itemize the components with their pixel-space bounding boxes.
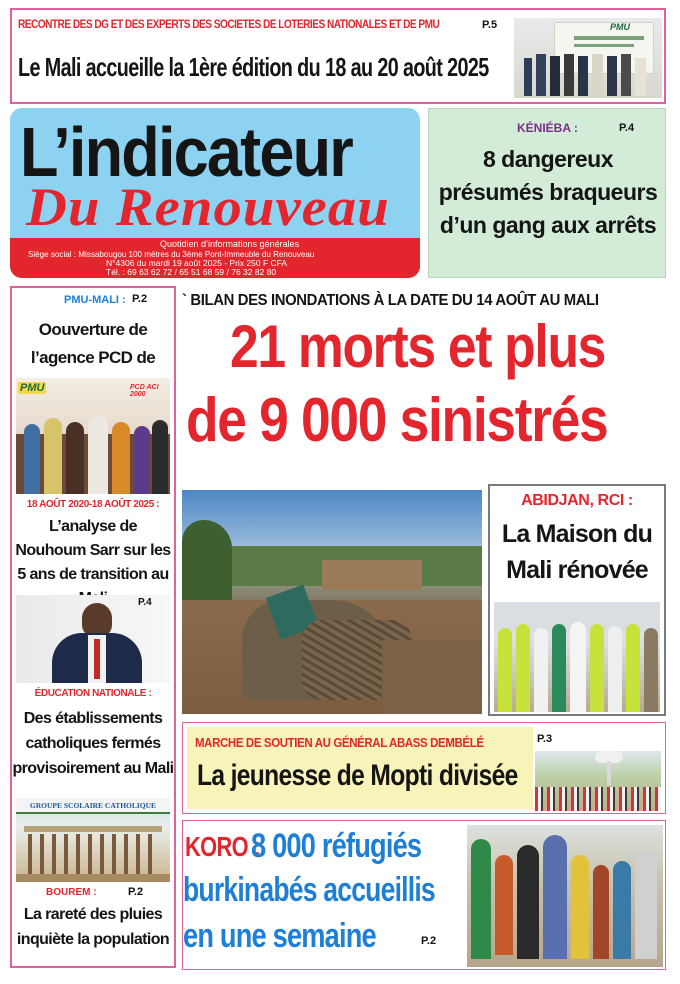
masthead-phones: Tél. : 69 63 62 72 / 65 51 68 59 / 76 32 82 80 <box>106 267 277 277</box>
pmu-logo: PMU <box>610 22 630 32</box>
mopti-march-photo <box>535 751 661 811</box>
school-gate-photo <box>16 798 170 882</box>
pmu-kicker: PMU-MALI : <box>64 294 126 306</box>
masthead-tagline: Quotidien d’informations générales <box>160 239 300 249</box>
pmu-photo-caption: PCD ACI 2000 <box>130 384 159 398</box>
pmu-page: P.2 <box>132 293 148 305</box>
koro-headline-line2: burkinabés accueillis <box>183 871 435 909</box>
flood-photo <box>182 490 482 714</box>
refugees-photo <box>467 825 663 967</box>
abidjan-headline: La Maison du Mali rénovée <box>501 520 653 584</box>
masthead-address: Siège social : Missabougou 100 mètres du 3ème Pont-Immeuble du Renouveau <box>28 249 315 259</box>
koro-headline-line1: 8 000 réfugiés <box>251 827 422 865</box>
koro-headline-line3: en une semaine <box>183 917 376 955</box>
education-kicker: ÉDUCATION NATIONALE : <box>34 688 152 699</box>
left-sidebar <box>10 286 176 968</box>
kenieba-box <box>428 108 666 278</box>
bourem-page: P.2 <box>128 886 144 898</box>
pmu-agency-photo <box>16 378 170 494</box>
transition-headline: L’analyse de Nouhoum Sarr sur les 5 ans de transition au <box>15 518 171 583</box>
abidjan-kicker: ABIDJAN, RCI : <box>521 492 633 509</box>
kenieba-page: P.4 <box>619 122 635 134</box>
maison-du-mali-photo <box>494 602 660 712</box>
bourem-headline: La rareté des pluies inquiète la population <box>16 906 170 948</box>
masthead-title: L’indicateur <box>20 113 352 191</box>
mopti-page: P.3 <box>537 733 553 745</box>
top-banner-headline: Le Mali accueille la 1ère édition du 18 au 20 août 2025 <box>18 52 489 82</box>
top-banner-page: P.5 <box>482 19 498 31</box>
mopti-headline: La jeunesse de Mopti divisée <box>197 759 518 792</box>
masthead-issue: N°4306 du mardi 19 août 2025 - Prix 250 F CFA <box>106 258 288 268</box>
masthead <box>10 108 420 278</box>
masthead-script: Du Renouveau <box>26 177 390 237</box>
mopti-kicker: MARCHE DE SOUTIEN AU GÉNÉRAL ABASS DEMBÉLÉ <box>195 735 484 750</box>
bourem-kicker: BOUREM : <box>46 887 97 898</box>
nouhoum-sarr-photo <box>16 595 170 683</box>
meeting-photo <box>514 18 662 98</box>
koro-box <box>182 820 666 970</box>
transition-page: P.4 <box>138 597 152 608</box>
koro-page: P.2 <box>421 935 437 947</box>
main-kicker: ` BILAN DES INONDATIONS À LA DATE DU 14 AOÛT AU MALI <box>182 292 599 309</box>
top-banner-kicker: RECONTRE DES DG ET DES EXPERTS DES SOCIETES DE LOTERIES NATIONALES ET DE PMU <box>18 19 440 31</box>
koro-kicker: KORO : <box>185 831 261 862</box>
main-headline-line2: de 9 000 sinistrés <box>186 386 608 455</box>
education-headline: Des établissements catholiques fermés provisoirement au Mali <box>12 710 174 777</box>
pmu-photo-logo: PMU <box>20 382 45 394</box>
kenieba-headline: 8 dangereux présumés braqueurs d’un gang aux arrêts <box>438 146 658 238</box>
abidjan-box <box>488 484 666 716</box>
school-sign: GROUPE SCOLAIRE CATHOLIQUE <box>29 801 157 810</box>
main-headline-line1: 21 morts et plus <box>230 313 606 380</box>
pmu-headline: Oouverture de l’agence PCD de <box>30 320 156 367</box>
kenieba-kicker: KÉNIÉBA : <box>517 121 578 135</box>
transition-kicker: 18 AOÛT 2020-18 AOÛT 2025 : <box>26 499 160 510</box>
mopti-box <box>182 722 666 814</box>
top-banner <box>10 8 666 104</box>
